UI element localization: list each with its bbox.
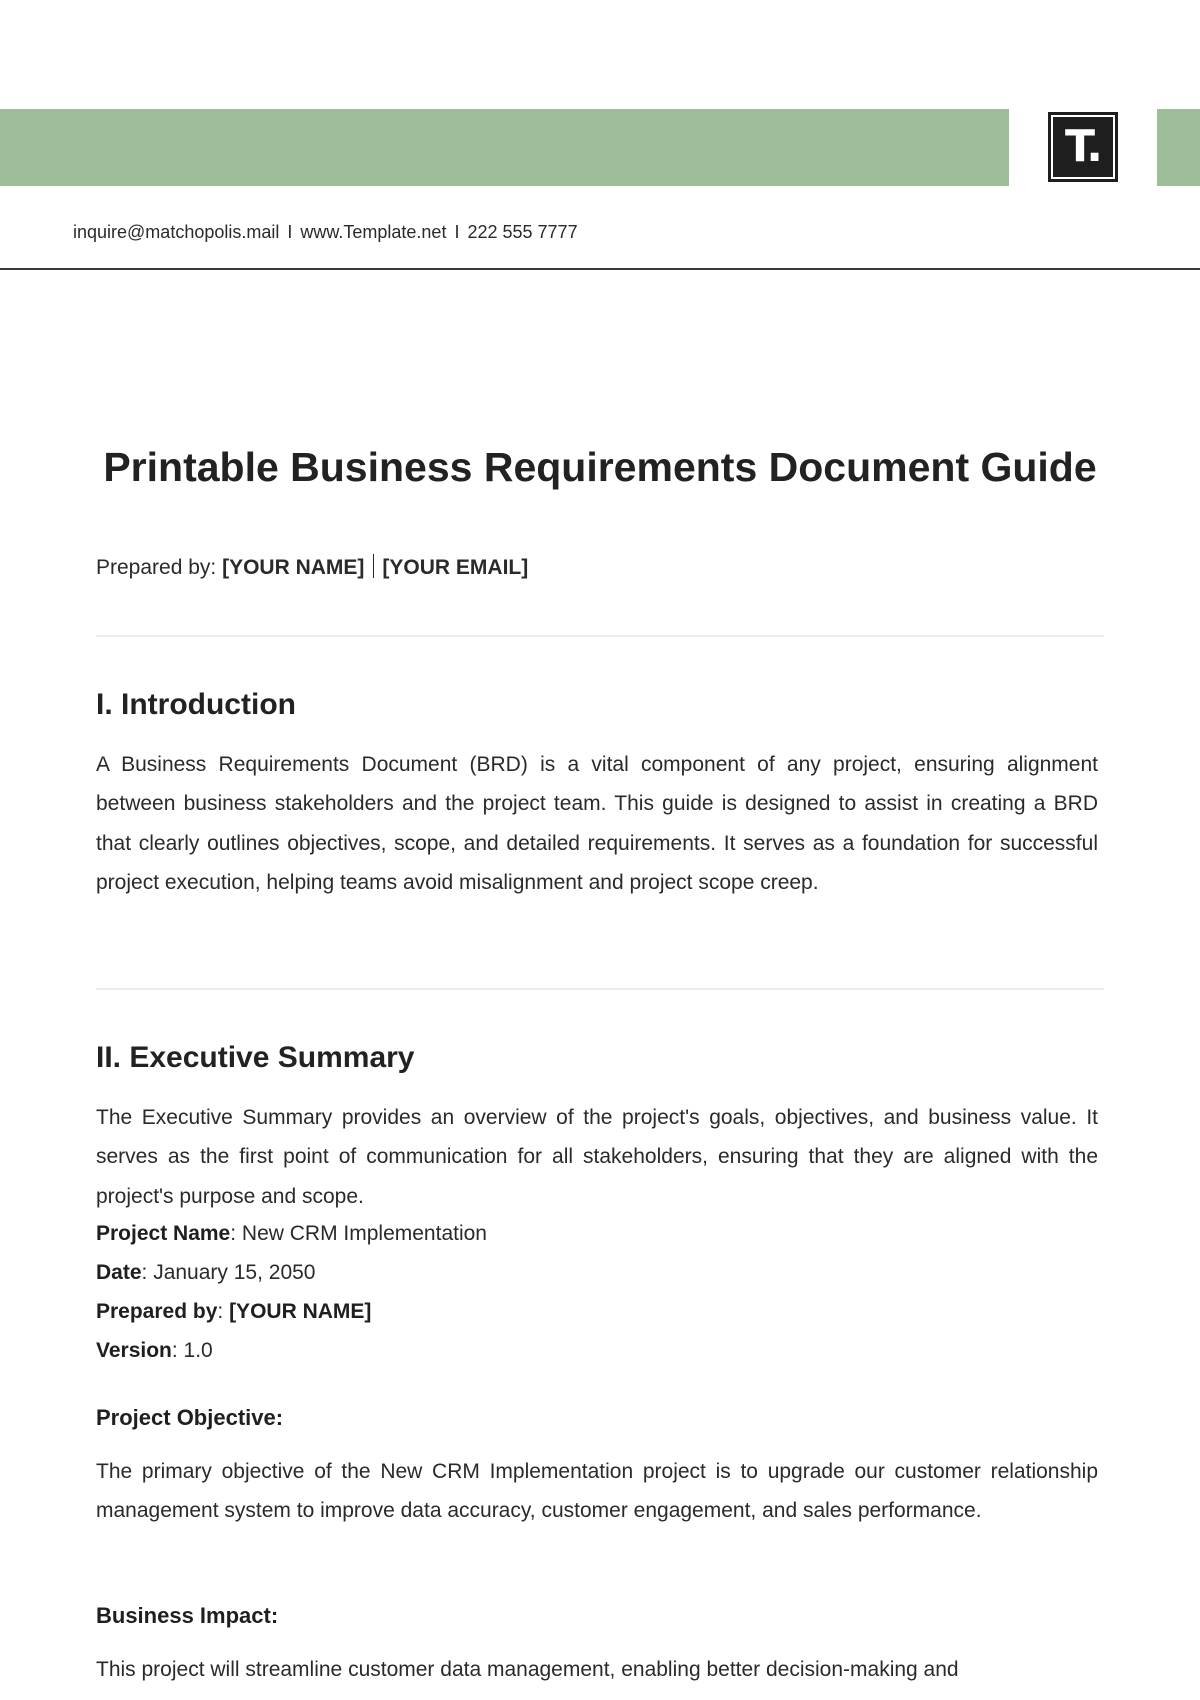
section-divider xyxy=(96,635,1104,637)
contact-email: inquire@matchopolis.mail xyxy=(73,222,280,242)
field-separator: : xyxy=(217,1300,230,1323)
prepared-by-email: [YOUR EMAIL] xyxy=(382,556,529,579)
executive-summary-heading: II. Executive Summary xyxy=(96,1041,415,1074)
header-rule xyxy=(0,268,1200,270)
field-label: Date xyxy=(96,1261,142,1284)
field-value: [YOUR NAME] xyxy=(229,1300,372,1323)
document-title: Printable Business Requirements Document Guide xyxy=(103,444,1097,490)
contact-separator: I xyxy=(454,222,460,242)
contact-separator: I xyxy=(287,222,293,242)
contact-website: www.Template.net xyxy=(300,222,447,242)
contact-phone: 222 555 7777 xyxy=(467,222,578,242)
field-label: Project Name xyxy=(96,1222,231,1245)
header-band-right xyxy=(1157,109,1200,186)
business-impact-heading: Business Impact: xyxy=(96,1603,279,1628)
field-label: Version xyxy=(96,1339,172,1362)
executive-summary-body: The Executive Summary provides an overview of the project's goals, objectives, and business value. It serves as the first point of communication for all stakeholders, ensuring that they are aligned with the project's purpose and scope. xyxy=(96,1106,1098,1208)
introduction-heading: I. Introduction xyxy=(96,688,296,721)
prepared-by-name: [YOUR NAME] xyxy=(222,556,365,579)
project-objective-body: The primary objective of the New CRM Implementation project is to upgrade our customer relationship management system to improve data accuracy, customer engagement, and sales performance. xyxy=(96,1460,1098,1523)
field-value: : January 15, 2050 xyxy=(141,1261,316,1284)
field-project-name xyxy=(96,1222,487,1246)
prepared-by-label: Prepared by: xyxy=(96,556,217,579)
field-value: : New CRM Implementation xyxy=(230,1222,487,1245)
section-divider xyxy=(96,988,1104,990)
field-value: : 1.0 xyxy=(171,1339,213,1362)
project-objective-heading: Project Objective: xyxy=(96,1405,284,1430)
field-prepared-by xyxy=(96,1300,371,1324)
prepared-by-divider xyxy=(373,554,374,578)
template-logo: T. xyxy=(1048,112,1118,182)
contact-line xyxy=(73,222,578,243)
prepared-by-line xyxy=(96,554,528,580)
introduction-body: A Business Requirements Document (BRD) is a vital component of any project, ensuring alignment between business stakeholders and the project team. This guide is designed to assist in creating a BRD that clearly outlines objectives, scope, and detailed requirements. It serves as a foundation for successful project execution, helping teams avoid misalignment and project scope creep. xyxy=(96,753,1098,894)
field-version xyxy=(96,1339,213,1363)
field-label: Prepared by xyxy=(96,1300,218,1323)
business-impact-body: This project will streamline customer data management, enabling better decision-making and xyxy=(96,1658,959,1681)
header-band-left xyxy=(0,109,1009,186)
field-date xyxy=(96,1261,316,1285)
